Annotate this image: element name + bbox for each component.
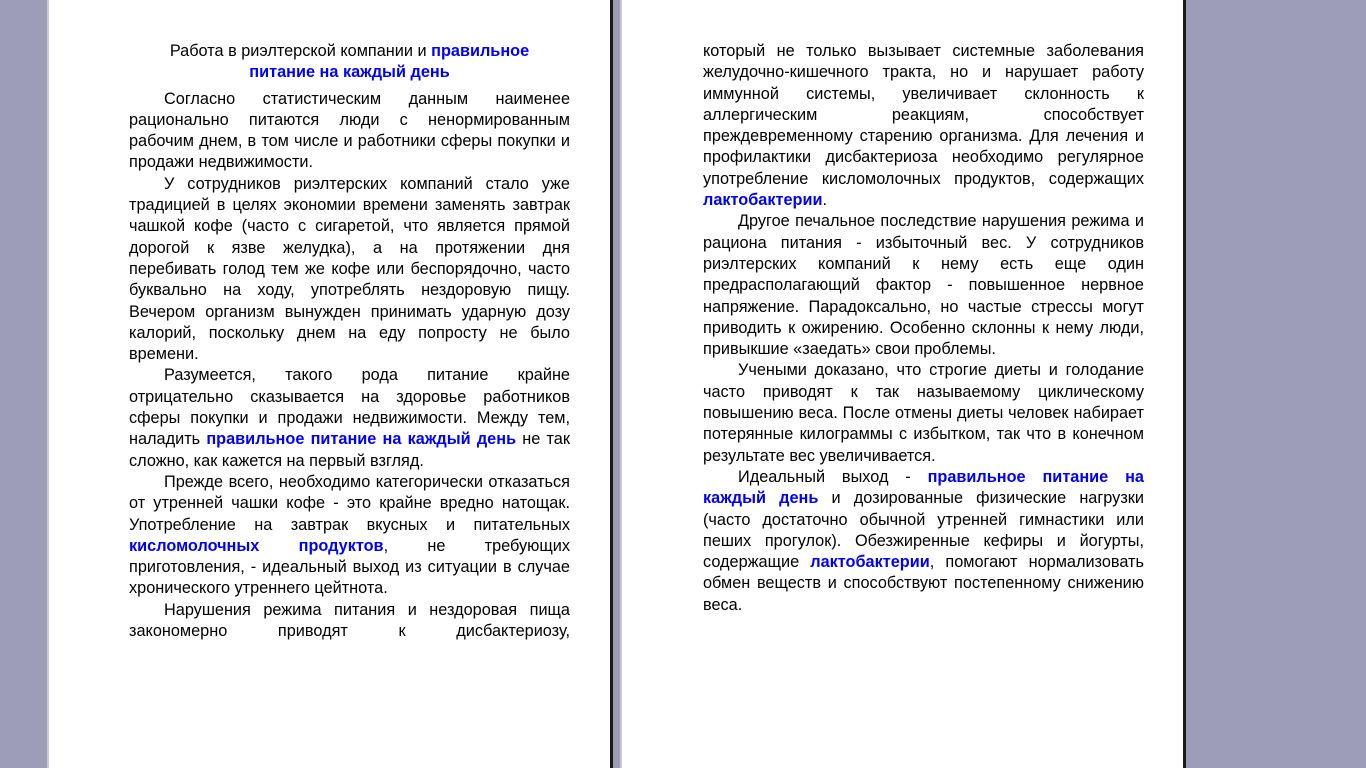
title-keyword-link[interactable]: правильное питание на каждый день — [249, 42, 530, 82]
paragraph-text: , помогают нормализовать обмен веществ и способствуют постепенному снижению веса. — [703, 553, 1144, 614]
paragraph-text: не так сложно, как кажется на первый взгляд. — [129, 430, 570, 470]
keyword-link[interactable]: лактобактерии — [703, 191, 823, 210]
page-1-shadow — [610, 0, 613, 768]
paragraph: Учеными доказано, что строгие диеты и голодание часто приводят к так называемому циклическому повышению веса. После отмены диеты человек набирает потерянные килограммы с избытком, так что в конечном результате вес увеличивается. — [703, 361, 1144, 465]
keyword-link[interactable]: лактобактерии — [810, 553, 930, 572]
keyword-link[interactable]: кисломолочных продуктов — [129, 536, 384, 555]
paragraph-text: и дозированные физические нагрузки (часто достаточно обычной утренней гимнастики или пеших прогулок). Обезжиренные кефиры и йогурты, содержащие — [703, 489, 1144, 572]
page-1[interactable] — [49, 0, 610, 768]
page-2-shadow — [1183, 0, 1186, 768]
page-2[interactable] — [622, 0, 1183, 768]
page-2-text — [703, 41, 1144, 616]
paragraph — [703, 41, 1144, 211]
paragraph — [129, 365, 570, 471]
page-1-text — [129, 41, 570, 642]
paragraph: Нарушения режима питания и нездоровая пища закономерно приводят к дисбактериозу, — [129, 600, 570, 641]
paragraph — [703, 467, 1144, 616]
title-text: Работа в риэлтерской компании и — [169, 42, 432, 60]
document-title — [129, 41, 570, 84]
paragraph-text: Прежде всего, необходимо категорически отказаться от утренней чашки кофе - это крайне вредно натощак. Употребление на завтрак вкусных и питательных — [129, 472, 570, 534]
paragraph-text: . — [822, 191, 828, 210]
keyword-link[interactable]: правильное питание на каждый день — [206, 430, 517, 449]
paragraph — [129, 472, 570, 600]
paragraph: Другое печальное последствие нарушения режима и рациона питания - избыточный вес. У сотрудников риэлтерских компаний к нему есть еще один предрасполагающий фактор - повышенное нервное напряжение. Парадоксально, но частые стрессы могут приводить к ожирению. Особенно склонны к нему люди, привыкшие «заедать» свои проблемы. — [703, 212, 1144, 359]
paragraph-text: Разумеется, такого рода питание крайне отрицательно сказывается на здоровье работников сферы покупки и продажи недвижимости. Между тем, наладить — [129, 366, 570, 449]
paragraph: Согласно статистическим данным наименее рационально питаются люди с ненормированным рабочим днем, в том числе и работники сферы покупки и продажи недвижимости. — [129, 89, 570, 172]
paragraph-text: который не только вызывает системные заболевания желудочно-кишечного тракта, но и нарушает работу иммунной системы, увеличивает склонность к аллергическим реакциям, способствует преждевременному старению организма. Для лечения и профилактики дисбактериоза необходимо регулярное употребление кисломолочных продуктов, содержащих — [703, 42, 1144, 188]
paragraph: У сотрудников риэлтерских компаний стало уже традицией в целях экономии времени заменять завтрак чашкой кофе (часто с сигаретой, что является прямой дорогой к язве желудка), а на протяжении дня перебивать голод тем же кофе или беспорядочно, часто буквально на ходу, употреблять нездоровую пищу. Вечером организм вынужден принимать ударную дозу калорий, поскольку днем на еду попросту не было времени. — [129, 174, 570, 364]
paragraph-text: , не требующих приготовления, - идеальный выход из ситуации в случае хронического утреннего цейтнота. — [129, 536, 570, 598]
keyword-link[interactable]: правильное питание на каждый день — [703, 467, 1144, 508]
paragraph-text: Идеальный выход - — [738, 467, 928, 486]
